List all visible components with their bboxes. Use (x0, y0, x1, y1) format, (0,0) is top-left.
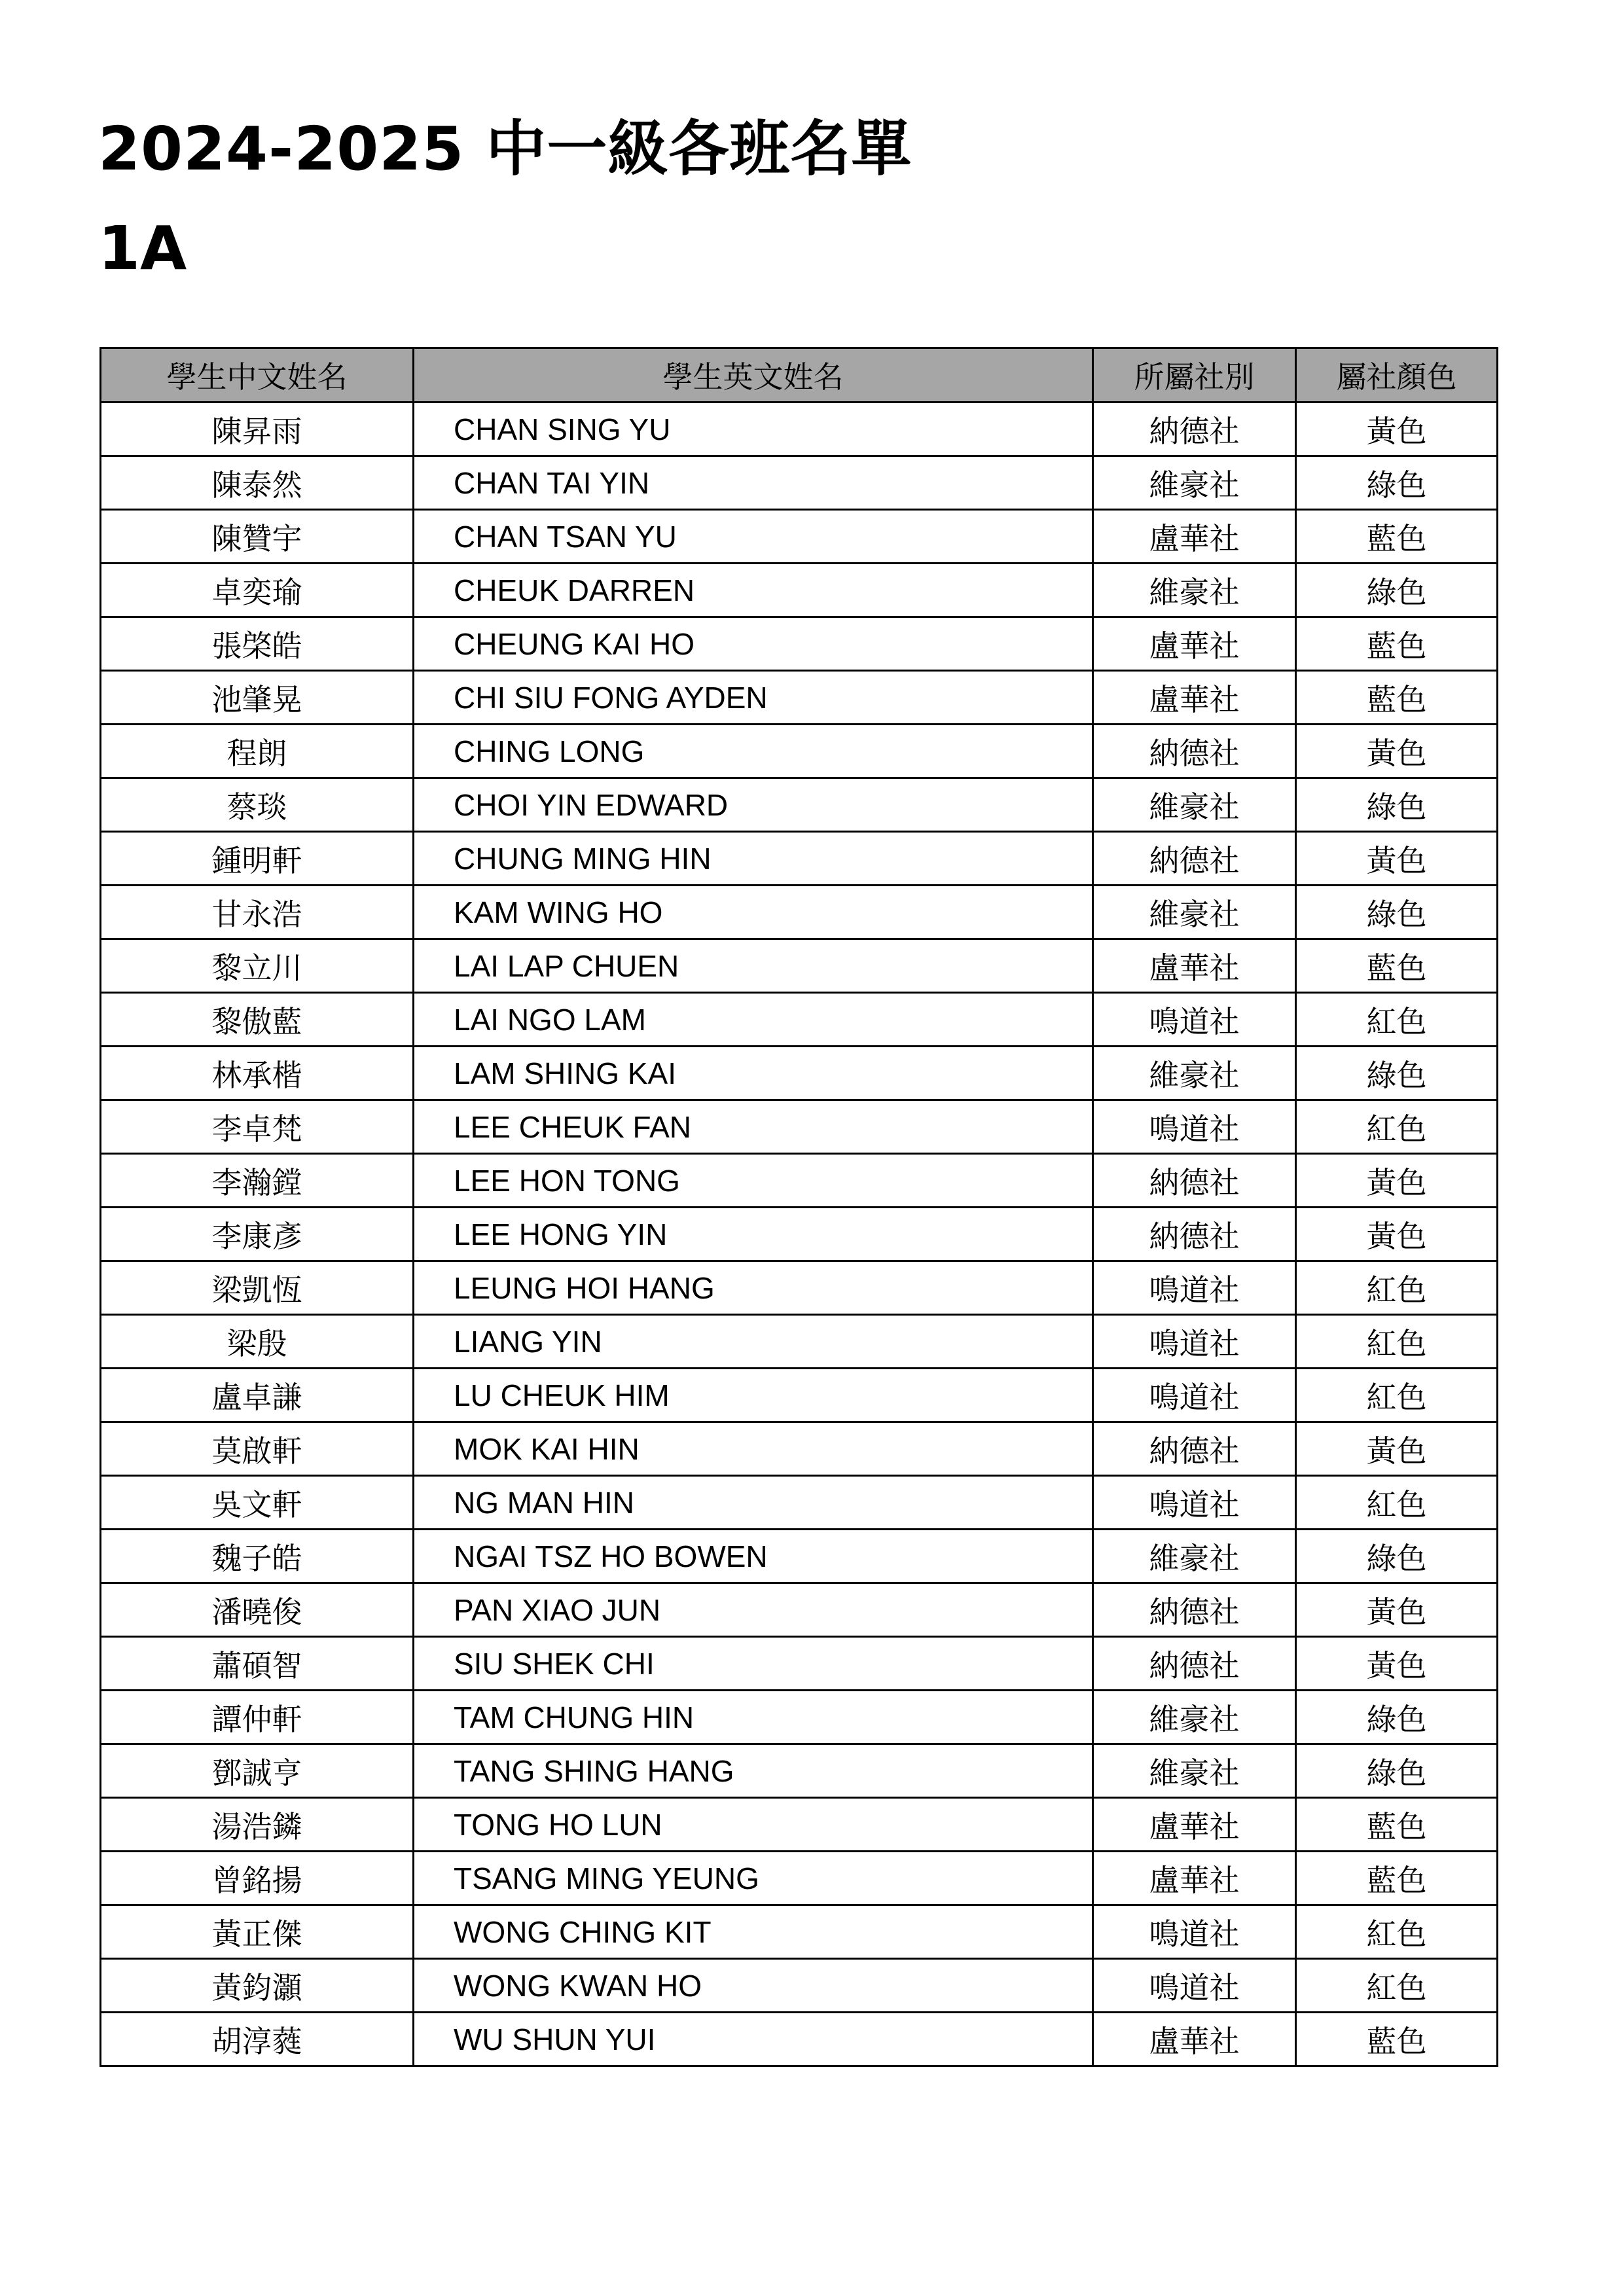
cell-english-name: TAM CHUNG HIN (414, 1691, 1093, 1744)
cell-english-name: SIU SHEK CHI (414, 1637, 1093, 1691)
column-header-house-color: 屬社顏色 (1296, 348, 1498, 403)
cell-chinese-name: 鍾明軒 (101, 832, 414, 886)
table-row (101, 1369, 1498, 1422)
cell-chinese-name: 池肇晃 (101, 671, 414, 725)
cell-house: 納德社 (1093, 403, 1296, 456)
cell-house-color: 黃色 (1296, 1208, 1498, 1261)
cell-english-name: CHING LONG (414, 725, 1093, 778)
table-row (101, 1422, 1498, 1476)
cell-house-color: 紅色 (1296, 1261, 1498, 1315)
column-header-house: 所屬社別 (1093, 348, 1296, 403)
cell-house-color: 綠色 (1296, 1530, 1498, 1583)
cell-chinese-name: 譚仲軒 (101, 1691, 414, 1744)
cell-chinese-name: 黎立川 (101, 939, 414, 993)
cell-chinese-name: 黃正傑 (101, 1905, 414, 1959)
cell-house-color: 藍色 (1296, 1852, 1498, 1905)
table-row (101, 1154, 1498, 1208)
cell-house: 維豪社 (1093, 1691, 1296, 1744)
table-row (101, 1476, 1498, 1530)
cell-house: 鳴道社 (1093, 1100, 1296, 1154)
cell-house: 納德社 (1093, 1637, 1296, 1691)
cell-house: 納德社 (1093, 832, 1296, 886)
cell-house: 維豪社 (1093, 886, 1296, 939)
cell-house: 維豪社 (1093, 564, 1296, 617)
cell-house: 納德社 (1093, 1154, 1296, 1208)
table-row (101, 832, 1498, 886)
cell-chinese-name: 林承楷 (101, 1047, 414, 1100)
cell-house-color: 黃色 (1296, 1583, 1498, 1637)
cell-english-name: NGAI TSZ HO BOWEN (414, 1530, 1093, 1583)
cell-english-name: KAM WING HO (414, 886, 1093, 939)
cell-house-color: 紅色 (1296, 1905, 1498, 1959)
cell-english-name: LAI NGO LAM (414, 993, 1093, 1047)
cell-house-color: 紅色 (1296, 1315, 1498, 1369)
cell-house-color: 藍色 (1296, 671, 1498, 725)
cell-house: 鳴道社 (1093, 993, 1296, 1047)
cell-house: 盧華社 (1093, 510, 1296, 564)
cell-english-name: LEUNG HOI HANG (414, 1261, 1093, 1315)
cell-house-color: 綠色 (1296, 886, 1498, 939)
cell-house: 納德社 (1093, 1208, 1296, 1261)
cell-house-color: 藍色 (1296, 510, 1498, 564)
cell-house-color: 綠色 (1296, 1047, 1498, 1100)
cell-house: 鳴道社 (1093, 1476, 1296, 1530)
cell-house: 鳴道社 (1093, 1261, 1296, 1315)
table-row (101, 1583, 1498, 1637)
cell-chinese-name: 陳昇雨 (101, 403, 414, 456)
cell-english-name: CHAN TAI YIN (414, 456, 1093, 510)
cell-house-color: 紅色 (1296, 1100, 1498, 1154)
cell-chinese-name: 甘永浩 (101, 886, 414, 939)
cell-chinese-name: 吳文軒 (101, 1476, 414, 1530)
page-title: 2024-2025 中一級各班名單 (98, 114, 912, 184)
table-row (101, 1852, 1498, 1905)
cell-english-name: CHAN TSAN YU (414, 510, 1093, 564)
cell-house-color: 藍色 (1296, 1798, 1498, 1852)
cell-chinese-name: 梁凱恆 (101, 1261, 414, 1315)
cell-house: 維豪社 (1093, 1047, 1296, 1100)
cell-english-name: NG MAN HIN (414, 1476, 1093, 1530)
cell-chinese-name: 魏子皓 (101, 1530, 414, 1583)
table-row (101, 1637, 1498, 1691)
cell-english-name: LEE HON TONG (414, 1154, 1093, 1208)
cell-house: 鳴道社 (1093, 1315, 1296, 1369)
cell-house-color: 藍色 (1296, 617, 1498, 671)
cell-english-name: PAN XIAO JUN (414, 1583, 1093, 1637)
table-row (101, 1208, 1498, 1261)
cell-house-color: 綠色 (1296, 1744, 1498, 1798)
cell-chinese-name: 李卓梵 (101, 1100, 414, 1154)
table-header-row (101, 348, 1498, 403)
cell-house-color: 綠色 (1296, 1691, 1498, 1744)
cell-chinese-name: 黃鈞灝 (101, 1959, 414, 2013)
column-header-english-name: 學生英文姓名 (414, 348, 1093, 403)
cell-house: 鳴道社 (1093, 1369, 1296, 1422)
class-label: 1A (98, 213, 187, 283)
cell-english-name: CHAN SING YU (414, 403, 1093, 456)
table-row (101, 1905, 1498, 1959)
cell-chinese-name: 陳泰然 (101, 456, 414, 510)
cell-english-name: TSANG MING YEUNG (414, 1852, 1093, 1905)
table-row (101, 1100, 1498, 1154)
cell-english-name: CHUNG MING HIN (414, 832, 1093, 886)
cell-chinese-name: 盧卓謙 (101, 1369, 414, 1422)
cell-english-name: CHEUK DARREN (414, 564, 1093, 617)
table-row (101, 886, 1498, 939)
cell-chinese-name: 莫啟軒 (101, 1422, 414, 1476)
cell-english-name: LIANG YIN (414, 1315, 1093, 1369)
table-body (101, 403, 1498, 2066)
cell-house: 納德社 (1093, 1422, 1296, 1476)
cell-house: 維豪社 (1093, 1744, 1296, 1798)
cell-chinese-name: 梁殷 (101, 1315, 414, 1369)
cell-house-color: 紅色 (1296, 993, 1498, 1047)
cell-english-name: WU SHUN YUI (414, 2013, 1093, 2066)
cell-house: 維豪社 (1093, 456, 1296, 510)
cell-house: 盧華社 (1093, 1798, 1296, 1852)
cell-chinese-name: 程朗 (101, 725, 414, 778)
table-row (101, 456, 1498, 510)
class-roster-table (99, 347, 1498, 2067)
cell-house-color: 綠色 (1296, 564, 1498, 617)
cell-english-name: CHI SIU FONG AYDEN (414, 671, 1093, 725)
cell-english-name: CHEUNG KAI HO (414, 617, 1093, 671)
cell-house-color: 紅色 (1296, 1959, 1498, 2013)
cell-house: 納德社 (1093, 725, 1296, 778)
table-row (101, 993, 1498, 1047)
cell-house: 維豪社 (1093, 1530, 1296, 1583)
cell-chinese-name: 潘曉俊 (101, 1583, 414, 1637)
cell-chinese-name: 胡淳蕤 (101, 2013, 414, 2066)
table-row (101, 1798, 1498, 1852)
cell-house: 盧華社 (1093, 939, 1296, 993)
cell-house: 盧華社 (1093, 617, 1296, 671)
cell-chinese-name: 鄧誠亨 (101, 1744, 414, 1798)
table-row (101, 1959, 1498, 2013)
table-row (101, 778, 1498, 832)
cell-chinese-name: 蕭碩智 (101, 1637, 414, 1691)
cell-chinese-name: 陳贊宇 (101, 510, 414, 564)
cell-house-color: 紅色 (1296, 1476, 1498, 1530)
cell-english-name: WONG CHING KIT (414, 1905, 1093, 1959)
cell-chinese-name: 李康彥 (101, 1208, 414, 1261)
table-row (101, 403, 1498, 456)
cell-house: 鳴道社 (1093, 1959, 1296, 2013)
cell-house-color: 綠色 (1296, 778, 1498, 832)
table-row (101, 564, 1498, 617)
cell-house: 納德社 (1093, 1583, 1296, 1637)
table-row (101, 617, 1498, 671)
cell-english-name: CHOI YIN EDWARD (414, 778, 1093, 832)
table-row (101, 510, 1498, 564)
column-header-chinese-name: 學生中文姓名 (101, 348, 414, 403)
cell-english-name: WONG KWAN HO (414, 1959, 1093, 2013)
table-row (101, 1047, 1498, 1100)
cell-house: 維豪社 (1093, 778, 1296, 832)
cell-english-name: LEE CHEUK FAN (414, 1100, 1093, 1154)
cell-house-color: 綠色 (1296, 456, 1498, 510)
cell-house-color: 黃色 (1296, 403, 1498, 456)
cell-house: 盧華社 (1093, 671, 1296, 725)
cell-chinese-name: 蔡琰 (101, 778, 414, 832)
cell-house-color: 黃色 (1296, 1422, 1498, 1476)
table-row (101, 671, 1498, 725)
cell-chinese-name: 曾銘揚 (101, 1852, 414, 1905)
table-row (101, 1530, 1498, 1583)
cell-chinese-name: 湯浩鏻 (101, 1798, 414, 1852)
cell-english-name: LU CHEUK HIM (414, 1369, 1093, 1422)
cell-house-color: 藍色 (1296, 939, 1498, 993)
table-row (101, 2013, 1498, 2066)
table-row (101, 1261, 1498, 1315)
cell-english-name: TONG HO LUN (414, 1798, 1093, 1852)
cell-house-color: 藍色 (1296, 2013, 1498, 2066)
cell-chinese-name: 張棨皓 (101, 617, 414, 671)
cell-house-color: 黃色 (1296, 725, 1498, 778)
cell-english-name: MOK KAI HIN (414, 1422, 1093, 1476)
cell-house: 盧華社 (1093, 1852, 1296, 1905)
cell-house-color: 紅色 (1296, 1369, 1498, 1422)
cell-english-name: LEE HONG YIN (414, 1208, 1093, 1261)
table-row (101, 939, 1498, 993)
cell-chinese-name: 黎傲藍 (101, 993, 414, 1047)
cell-chinese-name: 卓奕瑜 (101, 564, 414, 617)
table-row (101, 1315, 1498, 1369)
cell-house-color: 黃色 (1296, 1154, 1498, 1208)
cell-house-color: 黃色 (1296, 832, 1498, 886)
cell-house: 盧華社 (1093, 2013, 1296, 2066)
cell-house: 鳴道社 (1093, 1905, 1296, 1959)
cell-english-name: LAI LAP CHUEN (414, 939, 1093, 993)
table-row (101, 725, 1498, 778)
table-row (101, 1691, 1498, 1744)
cell-english-name: TANG SHING HANG (414, 1744, 1093, 1798)
cell-english-name: LAM SHING KAI (414, 1047, 1093, 1100)
cell-chinese-name: 李瀚鏜 (101, 1154, 414, 1208)
cell-house-color: 黃色 (1296, 1637, 1498, 1691)
table-row (101, 1744, 1498, 1798)
